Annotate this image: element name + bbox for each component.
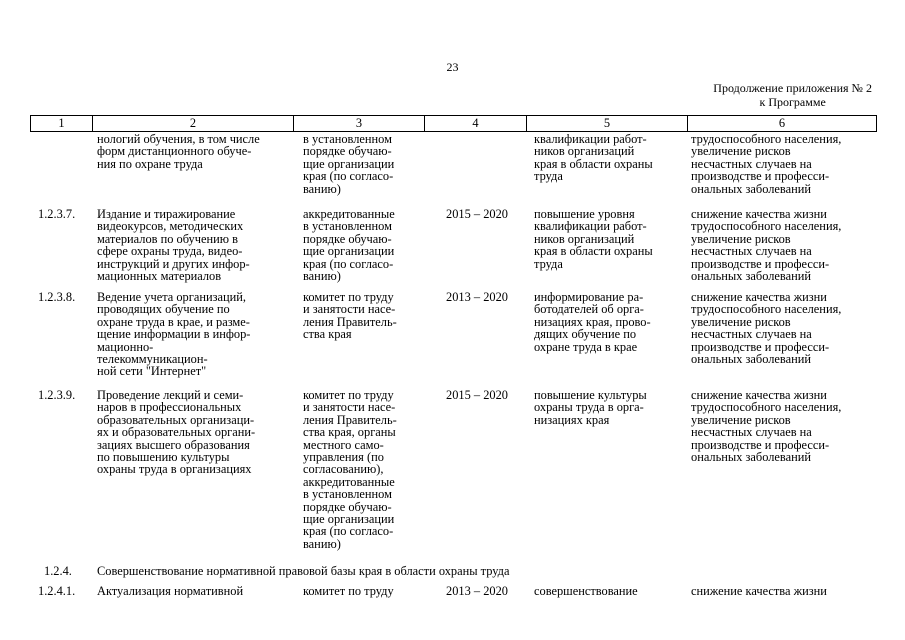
executor: в установленном порядке обучаю- щие организации края (по согласо- ванию) <box>303 132 395 196</box>
appendix-line-1: Продолжение приложения № 2 <box>713 81 872 95</box>
appendix-note <box>713 81 872 109</box>
period: 2013 – 2020 <box>446 290 508 304</box>
measure-name: Проведение лекций и семи- наров в профессиональных образовательных организаци- ях и образовательных органи- зациях высшего образования по повышению культуры охраны труда в организациях <box>97 388 256 477</box>
period: 2015 – 2020 <box>446 207 508 221</box>
measure-name: Актуализация нормативной <box>97 584 244 598</box>
measure-name: Издание и тиражирование видеокурсов, методических материалов по обучению в сфере охраны труда, видео- инструкций и других инфор- мационных материалов <box>97 207 250 284</box>
item-number: 1.2.3.8. <box>38 290 76 304</box>
page-number: 23 <box>446 60 459 74</box>
header-col-1: 1 <box>58 116 65 130</box>
expected-result: повышение культуры охраны труда в орга- низациях края <box>534 388 647 427</box>
header-col-4: 4 <box>472 116 479 130</box>
executor: комитет по труду <box>303 584 394 598</box>
expected-result: совершенствование <box>534 584 638 598</box>
appendix-line-2: к Программе <box>759 95 826 109</box>
header-col-2: 2 <box>189 116 197 130</box>
expected-result: информирование ра- ботодателей об орга- низациях края, прово- дящих обучение по охране труда в крае <box>534 290 651 354</box>
risk-consequence: снижение качества жизни трудоспособного населения, увеличение рисков несчастных случаев на производстве и професси- ональных заболеваний <box>691 290 842 367</box>
item-number: 1.2.3.7. <box>38 207 76 221</box>
executor: комитет по труду и занятости насе- ления Правитель- ства края <box>303 290 397 342</box>
item-number: 1.2.4.1. <box>38 584 76 598</box>
period: 2013 – 2020 <box>446 584 508 598</box>
section-title: Совершенствование нормативной правовой базы края в области охраны труда <box>97 564 510 578</box>
expected-result: повышение уровня квалификации работ- ников организаций края в области охраны труда <box>534 207 653 271</box>
expected-result: квалификации работ- ников организаций края в области охраны труда <box>534 132 653 184</box>
measure-name: Ведение учета организаций, проводящих обучение по охране труда в крае, и разме- щение информации в инфор- мационно- телекоммуникацион- ной сети "Интернет" <box>97 290 251 379</box>
risk-consequence: снижение качества жизни трудоспособного населения, увеличение рисков несчастных случаев на производстве и професси- ональных заболеваний <box>691 207 842 284</box>
header-col-6: 6 <box>778 116 786 130</box>
measure-name: нологий обучения, в том числе форм дистанционного обуче- ния по охране труда <box>97 132 260 171</box>
risk-consequence: трудоспособного населения, увеличение рисков несчастных случаев на производстве и професси- ональных заболеваний <box>691 132 842 196</box>
item-number: 1.2.3.9. <box>38 388 76 402</box>
risk-consequence: снижение качества жизни <box>691 584 827 598</box>
executor: комитет по труду и занятости насе- ления Правитель- ства края, органы местного само- управления (по согласованию), аккредитованные в установленном порядке обучаю- щие организации края (по согласо- ванию) <box>303 388 397 551</box>
table-header <box>30 115 877 132</box>
section-number: 1.2.4. <box>44 564 72 578</box>
executor: аккредитованные в установленном порядке обучаю- щие организации края (по согласо- ванию) <box>303 207 395 284</box>
risk-consequence: снижение качества жизни трудоспособного населения, увеличение рисков несчастных случаев на производстве и професси- ональных заболеваний <box>691 388 842 465</box>
header-col-5: 5 <box>603 116 611 130</box>
period: 2015 – 2020 <box>446 388 508 402</box>
header-col-3: 3 <box>355 116 363 130</box>
